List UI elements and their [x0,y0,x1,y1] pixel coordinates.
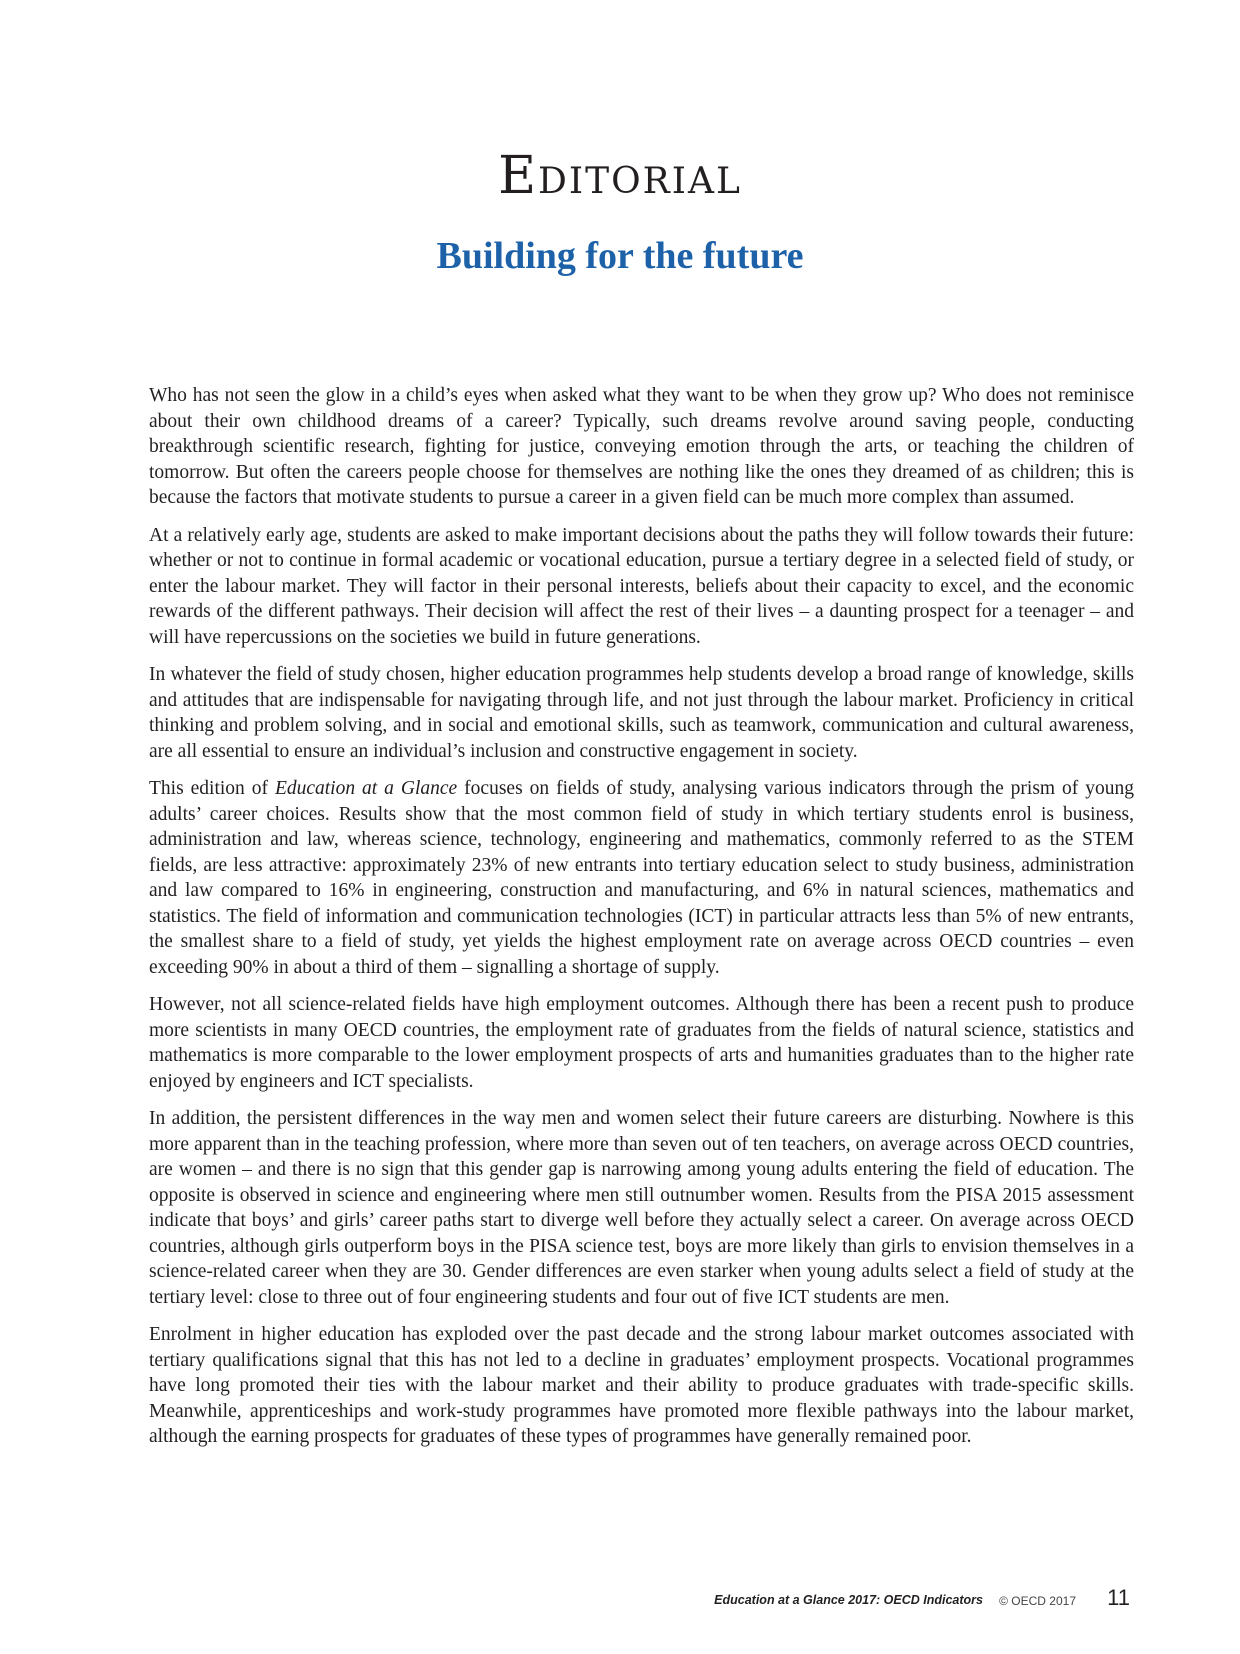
paragraph-5: However, not all science-related fields have high employment outcomes. Although there has been a recent push to produce more scientists in many OECD countries, the employment rate of graduates from the fields of natural science, statistics and mathematics is more comparable to the lower employment prospects of arts and humanities graduates than to the higher rate enjoyed by engineers and ICT specialists. [149,994,1134,1092]
publication-title-italic: Education at a Glance [274,778,458,799]
section-heading: Editorial [498,146,742,206]
footer-copyright: © OECD 2017 [999,1594,1076,1608]
footer-publication: Education at a Glance 2017: OECD Indicators [714,1593,983,1607]
paragraph-4 [149,776,1134,980]
page-footer [0,1585,1240,1615]
paragraph-6: In addition, the persistent differences in the way men and women select their future careers are disturbing. Nowhere is this more apparent than in the teaching profession, where more than seven out of ten teachers, on average across OECD countries, are women – and there is no sign that this gender gap is narrowing among young adults entering the field of education. The opposite is observed in science and engineering where men still outnumber women. Results from the PISA 2015 assessment indicate that boys’ and girls’ career paths start to diverge well before they actually select a career. On average across OECD countries, although girls outperform boys in the PISA science test, boys are more likely than girls to envision themselves in a science-related career when they are 30. Gender differences are even starker when young adults select a field of study at the tertiary level: close to three out of four engineering students and four out of five ICT students are men. [149,1108,1134,1308]
paragraph-4-rest: focuses on fields of study, analysing various indicators through the prism of young adults’ career choices. Results show that the most common field of study in which tertiary students enrol is business, administration and law, whereas science, technology, engineering and mathematics, commonly referred to as the STEM fields, are less attractive: approximately 23% of new entrants into tertiary education select to study business, administration and law compared to 16% in engineering, construction and manufacturing, and 6% in natural sciences, mathematics and statistics. The field of information and communication technologies (ICT) in particular attracts less than 5% of new entrants, the smallest share to a field of study, yet yields the highest employment rate on average across OECD countries – even exceeding 90% in about a third of them – signalling a shortage of supply. [149,778,1135,978]
page-title: Building for the future [436,235,804,277]
paragraph-2: At a relatively early age, students are asked to make important decisions about the paths they will follow towards their future: whether or not to continue in formal academic or vocational education, pursue a tertiary degree in a selected field of study, or enter the labour market. They will factor in their personal interests, beliefs about their capacity to excel, and the economic rewards of the different pathways. Their decision will affect the rest of their lives – a daunting prospect for a teenager – and will have repercussions on the societies we build in future generations. [149,524,1134,648]
paragraph-3: In whatever the field of study chosen, higher education programmes help students develop a broad range of knowledge, skills and attitudes that are indispensable for navigating through life, and not just through the labour market. Proficiency in critical thinking and problem solving, and in social and emotional skills, such as teamwork, communication and cultural awareness, are all essential to ensure an individual’s inclusion and constructive engagement in society. [149,664,1134,762]
body-text [149,383,1134,1462]
page-number: 11 [1107,1585,1130,1610]
paragraph-1: Who has not seen the glow in a child’s eyes when asked what they want to be when they grow up? Who does not reminisce about their own childhood dreams of a career? Typically, such dreams revolve around saving people, conducting breakthrough scientific research, fighting for justice, conveying emotion through the arts, or teaching the children of tomorrow. But often the careers people choose for themselves are nothing like the ones they dreamed of as children; this is because the factors that motivate students to pursue a career in a given field can be much more complex than assumed. [149,385,1134,508]
paragraph-7: Enrolment in higher education has exploded over the past decade and the strong labour market outcomes associated with tertiary qualifications signal that this has not led to a decline in graduates’ employment prospects. Vocational programmes have long promoted their ties with the labour market and their ability to produce graduates with trade-specific skills. Meanwhile, apprenticeships and work-study programmes have promoted more flexible pathways into the labour market, although the earning prospects for graduates of these types of programmes have generally remained poor. [149,1324,1134,1447]
paragraph-4-lead: This edition of [149,778,275,799]
